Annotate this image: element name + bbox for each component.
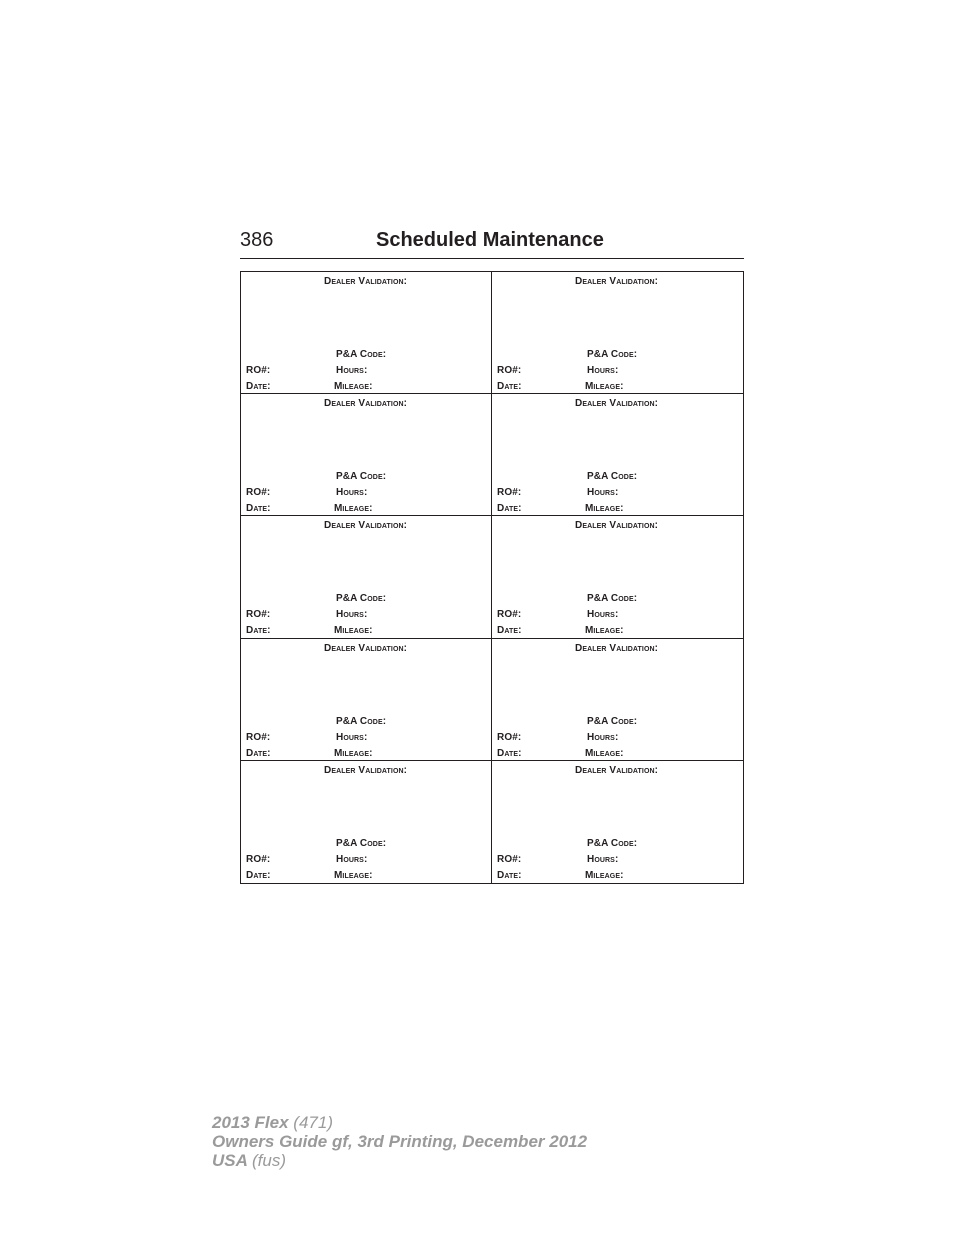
footer-market: USA [212, 1151, 248, 1170]
maintenance-record-grid [240, 271, 744, 884]
mileage-label: Mileage: [585, 625, 624, 637]
ro-number-label: RO#: [497, 731, 522, 743]
footer-model: 2013 Flex [212, 1113, 289, 1132]
date-label: Date: [497, 625, 522, 637]
ro-number-label: RO#: [497, 853, 522, 865]
hours-label: Hours: [587, 853, 619, 865]
hours-label: Hours: [336, 487, 368, 499]
mileage-label: Mileage: [585, 381, 624, 392]
maintenance-record-cell [492, 394, 743, 516]
date-label: Date: [246, 625, 271, 637]
maintenance-record-cell [492, 761, 743, 883]
ro-number-label: RO#: [246, 853, 271, 865]
maintenance-record-cell [241, 516, 492, 638]
maintenance-record-cell [492, 639, 743, 761]
maintenance-record-cell [241, 761, 492, 883]
ro-number-label: RO#: [497, 487, 522, 499]
maintenance-record-cell [492, 272, 743, 394]
ro-number-label: RO#: [246, 487, 271, 499]
pa-code-label: P&A Code: [336, 715, 387, 727]
footer-line-2: Owners Guide gf, 3rd Printing, December 2012 [212, 1132, 588, 1151]
pa-code-label: P&A Code: [336, 837, 387, 849]
ro-number-label: RO#: [497, 365, 522, 376]
mileage-label: Mileage: [334, 503, 373, 515]
footer-model-code: (471) [293, 1113, 333, 1132]
dealer-validation-label: Dealer Validation: [575, 642, 659, 654]
hours-label: Hours: [336, 731, 368, 743]
pa-code-label: P&A Code: [587, 471, 638, 483]
dealer-validation-label: Dealer Validation: [575, 398, 659, 410]
hours-label: Hours: [587, 609, 619, 621]
mileage-label: Mileage: [334, 869, 373, 881]
dealer-validation-label: Dealer Validation: [324, 520, 408, 532]
ro-number-label: RO#: [246, 731, 271, 743]
mileage-label: Mileage: [334, 747, 373, 759]
maintenance-record-cell [492, 516, 743, 638]
ro-number-label: RO#: [246, 365, 271, 376]
hours-label: Hours: [336, 365, 368, 376]
mileage-label: Mileage: [585, 747, 624, 759]
maintenance-record-cell [241, 394, 492, 516]
hours-label: Hours: [336, 609, 368, 621]
mileage-label: Mileage: [334, 625, 373, 637]
footer-line-3 [212, 1151, 587, 1170]
pa-code-label: P&A Code: [336, 593, 387, 605]
mileage-label: Mileage: [585, 503, 624, 515]
footer-line-1 [212, 1113, 587, 1132]
dealer-validation-label: Dealer Validation: [324, 764, 408, 776]
date-label: Date: [246, 747, 271, 759]
pa-code-label: P&A Code: [336, 349, 387, 360]
hours-label: Hours: [587, 731, 619, 743]
ro-number-label: RO#: [246, 609, 271, 621]
pa-code-label: P&A Code: [336, 471, 387, 483]
date-label: Date: [497, 381, 522, 392]
dealer-validation-label: Dealer Validation: [575, 276, 659, 287]
dealer-validation-label: Dealer Validation: [324, 276, 408, 287]
dealer-validation-label: Dealer Validation: [575, 764, 659, 776]
date-label: Date: [246, 381, 271, 392]
footer-market-code: (fus) [252, 1151, 286, 1170]
pa-code-label: P&A Code: [587, 837, 638, 849]
mileage-label: Mileage: [334, 381, 373, 392]
maintenance-record-cell [241, 639, 492, 761]
page-title: Scheduled Maintenance [376, 229, 604, 251]
dealer-validation-label: Dealer Validation: [324, 398, 408, 410]
maintenance-record-cell [241, 272, 492, 394]
pa-code-label: P&A Code: [587, 715, 638, 727]
header-rule [240, 258, 744, 259]
date-label: Date: [497, 869, 522, 881]
page-footer [212, 1113, 587, 1170]
dealer-validation-label: Dealer Validation: [324, 642, 408, 654]
dealer-validation-label: Dealer Validation: [575, 520, 659, 532]
hours-label: Hours: [587, 487, 619, 499]
pa-code-label: P&A Code: [587, 593, 638, 605]
date-label: Date: [497, 503, 522, 515]
date-label: Date: [497, 747, 522, 759]
date-label: Date: [246, 869, 271, 881]
ro-number-label: RO#: [497, 609, 522, 621]
pa-code-label: P&A Code: [587, 349, 638, 360]
hours-label: Hours: [336, 853, 368, 865]
page-number: 386 [240, 229, 274, 251]
hours-label: Hours: [587, 365, 619, 376]
date-label: Date: [246, 503, 271, 515]
mileage-label: Mileage: [585, 869, 624, 881]
